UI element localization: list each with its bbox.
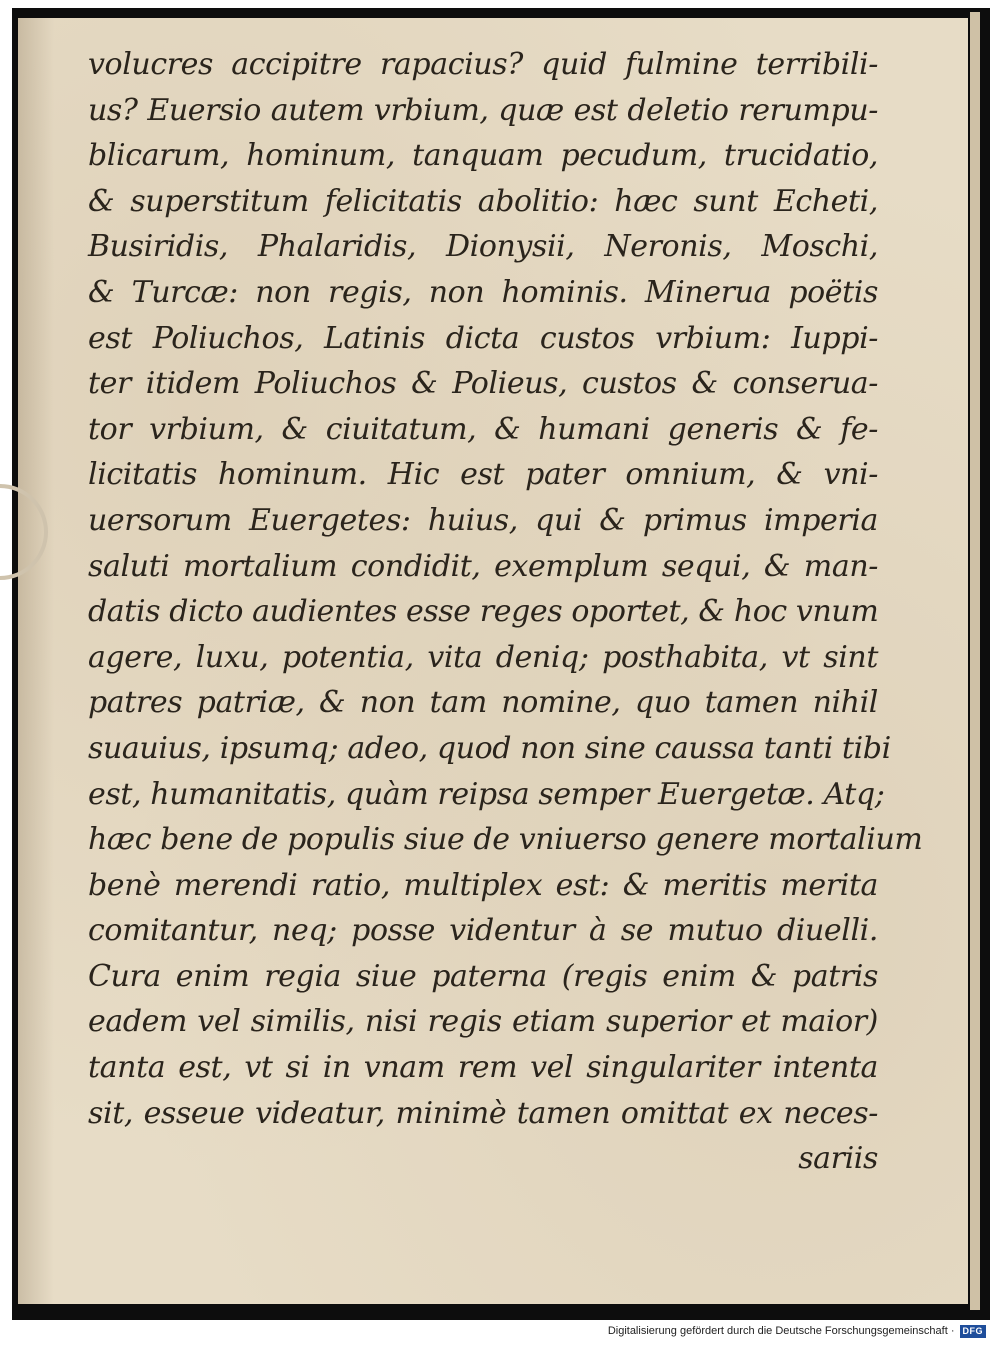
text-line: tanta est, vt si in vnam rem vel singulariter intenta bbox=[88, 1050, 878, 1086]
text-line: patres patriæ, & non tam nomine, quo tamen nihil bbox=[88, 685, 878, 721]
text-line: & Turcæ: non regis, non hominis. Minerua poëtis bbox=[88, 274, 878, 310]
text-line: datis dicto audientes esse reges oportet, & hoc vnum bbox=[88, 594, 879, 630]
text-line: blicarum, hominum, tanquam pecudum, trucidatio, bbox=[88, 138, 878, 174]
dfg-logo: DFG bbox=[960, 1325, 987, 1338]
text-line: eadem vel similis, nisi regis etiam superior et maior) bbox=[88, 1004, 878, 1040]
text-line: uersorum Euergetes: huius, qui & primus imperia bbox=[88, 502, 878, 538]
text-line: agere, luxu, potentia, vita deniq; posthabita, vt sint bbox=[88, 639, 878, 675]
digitization-footer bbox=[608, 1322, 986, 1340]
text-line: tor vrbium, & ciuitatum, & humani generis & fe- bbox=[88, 411, 878, 447]
gutter-shadow bbox=[18, 18, 54, 1304]
text-line: saluti mortalium condidit, exemplum sequi, & man- bbox=[88, 548, 878, 584]
text-line: benè merendi ratio, multiplex est: & meritis merita bbox=[88, 867, 878, 903]
text-line: est Poliuchos, Latinis dicta custos vrbium: Iuppi- bbox=[88, 320, 878, 356]
text-line: volucres accipitre rapacius? quid fulmine terribili- bbox=[88, 47, 878, 82]
text-line: Busiridis, Phalaridis, Dionysii, Neronis, Moschi, bbox=[88, 229, 878, 265]
text-line: ter itidem Poliuchos & Polieus, custos & conserua- bbox=[88, 366, 878, 402]
page-edge bbox=[970, 12, 980, 1310]
footer-credit: Digitalisierung gefördert durch die Deutsche Forschungsgemeinschaft · bbox=[607, 1325, 955, 1337]
text-line: Cura enim regia siue paterna (regis enim & patris bbox=[88, 958, 878, 994]
catchword: sariis bbox=[798, 1141, 878, 1177]
text-line: us? Euersio autem vrbium, quæ est deletio rerumpu- bbox=[88, 92, 878, 128]
text-line: sit, esseue videatur, minimè tamen omittat ex neces- bbox=[88, 1095, 878, 1131]
text-line: suauius, ipsumq; adeo, quod non sine caussa tanti tibi bbox=[88, 730, 891, 766]
text-line: est, humanitatis, quàm reipsa semper Euergetæ. Atq; bbox=[88, 776, 885, 812]
text-line: comitantur, neq; posse videntur à se mutuo diuelli. bbox=[88, 913, 878, 949]
text-line: licitatis hominum. Hic est pater omnium, & vni- bbox=[88, 457, 878, 493]
page-text bbox=[88, 42, 923, 1182]
text-line: hæc bene de populis siue de vniuerso genere mortalium bbox=[88, 822, 923, 858]
text-line: & superstitum felicitatis abolitio: hæc sunt Echeti, bbox=[88, 183, 878, 219]
